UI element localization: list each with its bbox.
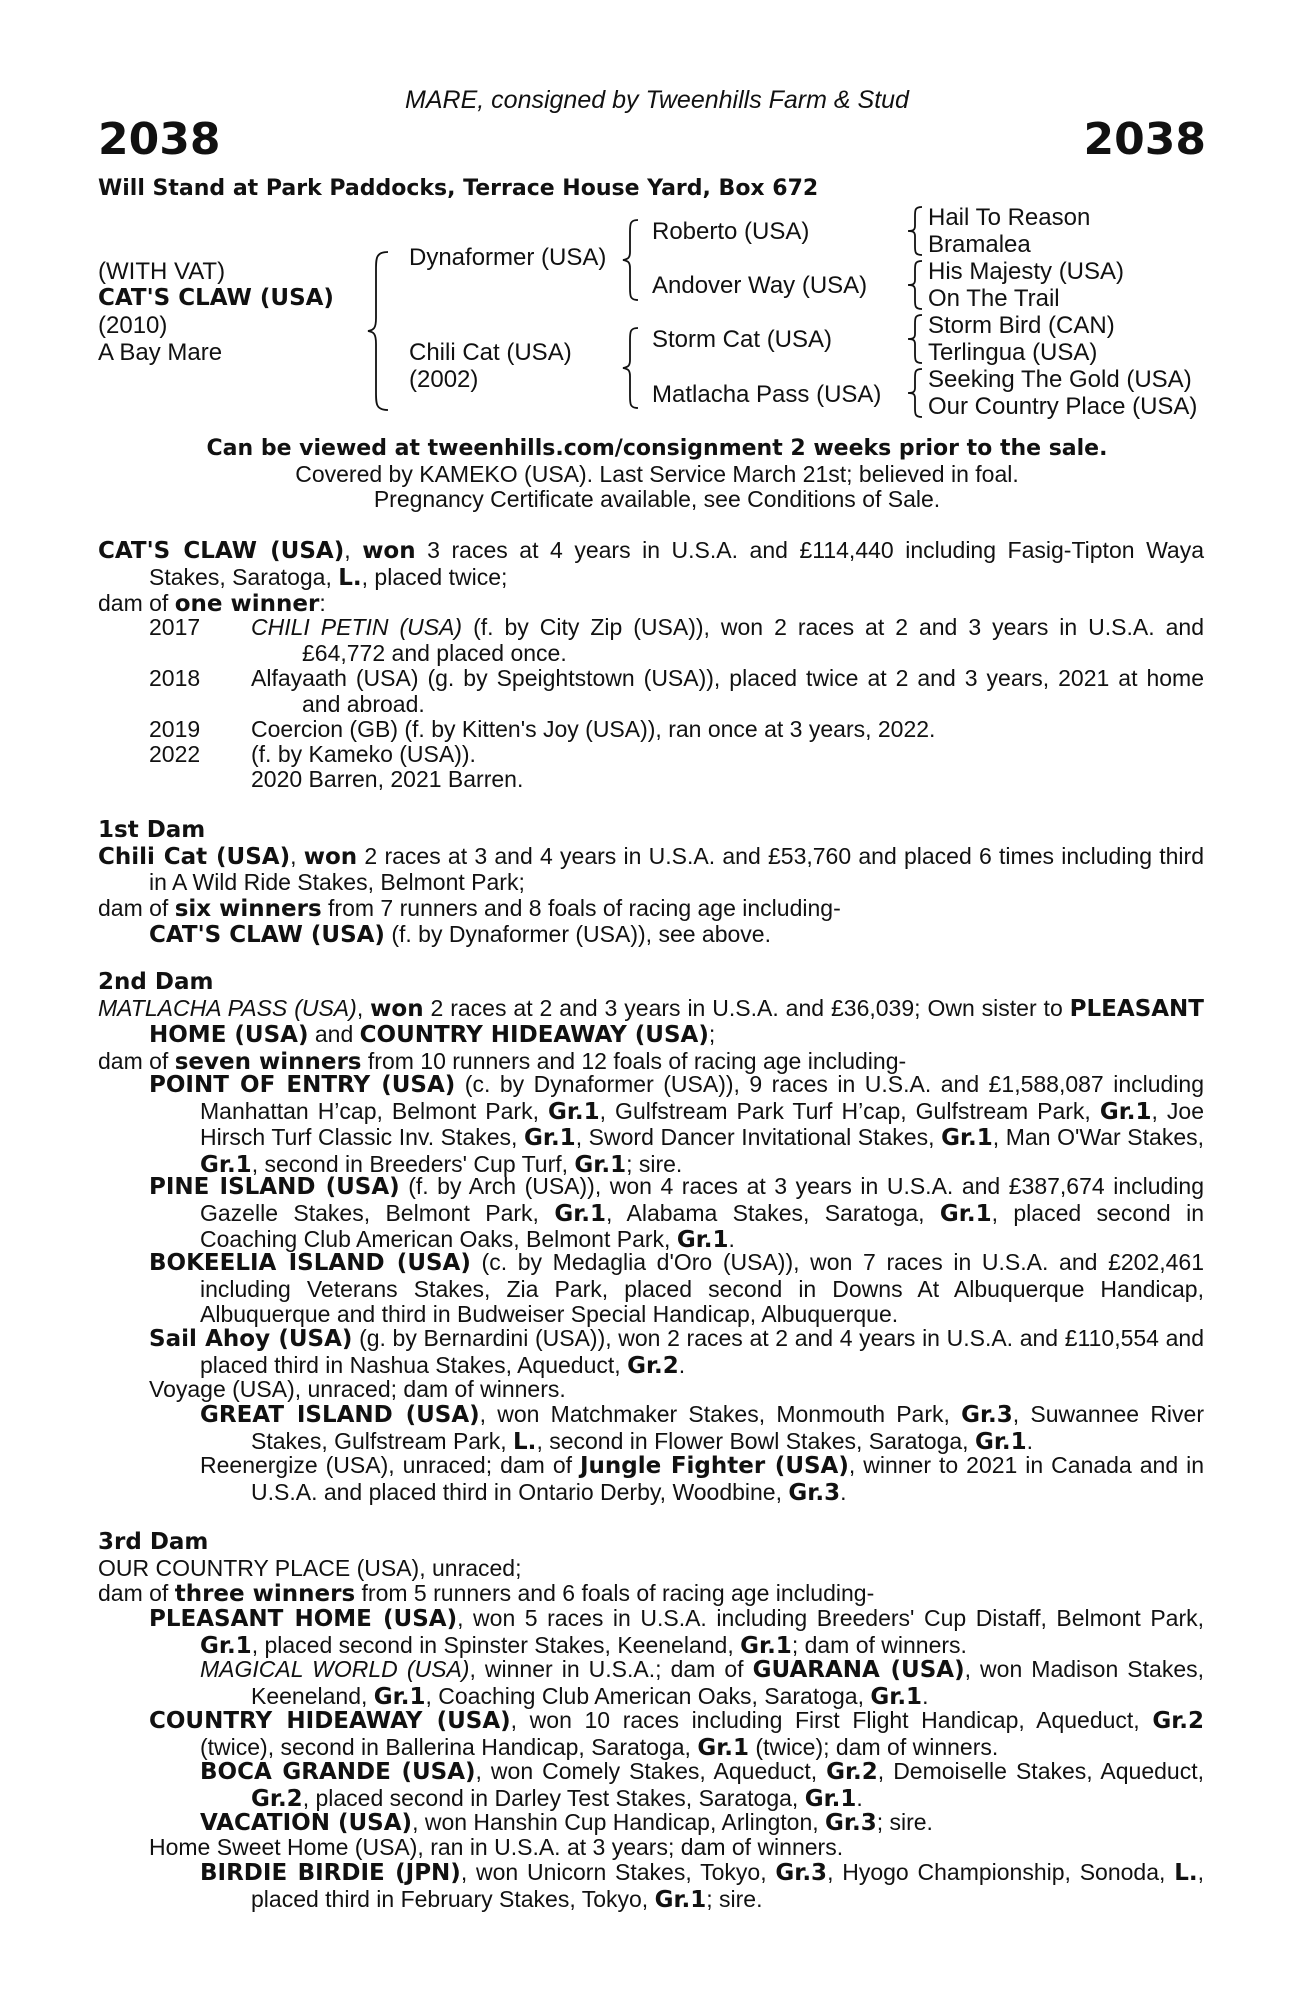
viewing-note: Can be viewed at tweenhills.com/consignment 2 weeks prior to the sale.: [206, 436, 1108, 461]
produce-row: 2017 CHILI PETIN (USA) (f. by City Zip (USA)), won 2 races at 2 and 3 years in U.S.A. and £64,772 and placed once.: [149, 614, 1204, 666]
horse-name: CAT'S CLAW (USA): [98, 285, 334, 311]
produce-row: 2022 (f. by Kameko (USA)).: [149, 741, 476, 767]
covered-note: Covered by KAMEKO (USA). Last Service March 21st; believed in foal.: [295, 461, 1019, 487]
mare-record: CAT'S CLAW (USA), won 3 races at 4 years in U.S.A. and £114,440 including Fasig-Tipton Waya Stakes, Saratoga, L., placed twice;: [98, 537, 1205, 591]
sire: Dynaformer (USA): [409, 244, 607, 271]
horse-description: A Bay Mare: [98, 339, 223, 366]
mare-name: CAT'S CLAW (USA): [98, 538, 345, 564]
vat-label: (WITH VAT): [98, 258, 226, 285]
sire-dam: Andover Way (USA): [652, 272, 868, 299]
brace-dam: [620, 326, 642, 410]
mare-section: [98, 538, 1204, 618]
produce-pine-island: PINE ISLAND (USA) (f. by Arch (USA)), won 4 races at 3 years in U.S.A. and £387,674 including Gazelle Stakes, Belmont Park, Gr.1, Alabama Stakes, Saratoga, Gr.1, placed second in Coaching Club American Oaks, Belmont Park, Gr.1.: [149, 1173, 1204, 1253]
gd-1: Hail To Reason: [928, 204, 1091, 231]
brace-main: [364, 250, 394, 412]
produce-boca-grande: BOCA GRANDE (USA), won Comely Stakes, Aqueduct, Gr.2, Demoiselle Stakes, Aqueduct, Gr.2, placed second in Darley Test Stakes, Saratoga, Gr.1.: [200, 1758, 1204, 1812]
dam-year: (2002): [409, 366, 479, 393]
dam-dam: Matlacha Pass (USA): [652, 381, 882, 408]
third-dam-section: 3rd Dam OUR COUNTRY PLACE (USA), unraced; dam of three winners from 5 runners and 6 foals of racing age including-: [98, 1530, 1204, 1608]
mare-dam-of: dam of one winner:: [98, 590, 326, 617]
sire-sire: Roberto (USA): [652, 218, 810, 245]
produce-great-island: GREAT ISLAND (USA), won Matchmaker Stakes, Monmouth Park, Gr.3, Suwannee River Stakes, Gulfstream Park, L., second in Flower Bowl Stakes, Saratoga, Gr.1.: [200, 1401, 1204, 1455]
produce-magical-world: MAGICAL WORLD (USA), winner in U.S.A.; dam of GUARANA (USA), won Madison Stakes, Keeneland, Gr.1, Coaching Club American Oaks, Saratoga, Gr.1.: [200, 1656, 1204, 1710]
section-heading: 2nd Dam: [98, 969, 214, 995]
first-dam-section: 1st Dam Chili Cat (USA), won 2 races at 3 and 4 years in U.S.A. and £53,760 and placed 6 times including third in A Wild Ride Stakes, Belmont Park; dam of six winners from 7 runners and 8 foals of racing age including- CAT'S CLAW (USA) (f. by Dynaformer (USA)), see above.: [98, 817, 1204, 948]
produce-row: 2018 Alfayaath (USA) (g. by Speightstown (USA)), placed twice at 2 and 3 years, 2021 at home and abroad.: [149, 665, 1204, 717]
produce-vacation: VACATION (USA), won Hanshin Cup Handicap, Arlington, Gr.3; sire.: [200, 1809, 933, 1836]
produce-birdie-birdie: BIRDIE BIRDIE (JPN), won Unicorn Stakes, Tokyo, Gr.3, Hyogo Championship, Sonoda, L., placed third in February Stakes, Tokyo, Gr.1; sire.: [200, 1859, 1204, 1913]
brace-ss: [904, 204, 926, 258]
produce-country-hideaway: COUNTRY HIDEAWAY (USA), won 10 races including First Flight Handicap, Aqueduct, Gr.2 (twice), second in Ballerina Handicap, Saratoga, Gr.1 (twice); dam of winners.: [149, 1707, 1204, 1761]
dam: Chili Cat (USA): [409, 339, 572, 366]
brace-sd: [904, 258, 926, 312]
second-dam-section: 2nd Dam MATLACHA PASS (USA), won 2 races at 2 and 3 years in U.S.A. and £36,039; Own sister to PLEASANT HOME (USA) and COUNTRY HIDEAWAY (USA); dam of seven winners from 10 runners and 12 foals of racing age including-: [98, 969, 1204, 1075]
brace-sire: [620, 218, 642, 302]
produce-pleasant-home: PLEASANT HOME (USA), won 5 races in U.S.A. including Breeders' Cup Distaff, Belmont Park, Gr.1, placed second in Spinster Stakes, Keeneland, Gr.1; dam of winners.: [149, 1605, 1204, 1659]
gd-8: Our Country Place (USA): [928, 393, 1198, 420]
gd-4: On The Trail: [928, 285, 1060, 312]
section-heading: 1st Dam: [98, 817, 206, 843]
horse-year: (2010): [98, 312, 168, 339]
produce-row: 2019 Coercion (GB) (f. by Kitten's Joy (USA)), ran once at 3 years, 2022.: [149, 716, 936, 742]
gd-3: His Majesty (USA): [928, 258, 1125, 285]
produce-home-sweet-home: Home Sweet Home (USA), ran in U.S.A. at 3 years; dam of winners.: [149, 1834, 844, 1860]
gd-5: Storm Bird (CAN): [928, 312, 1115, 339]
lot-number-right: 2038: [1083, 114, 1206, 165]
consignment-line: MARE, consigned by Tweenhills Farm & Stud: [405, 86, 909, 114]
pregnancy-note: Pregnancy Certificate available, see Conditions of Sale.: [373, 486, 941, 512]
section-heading: 3rd Dam: [98, 1529, 209, 1555]
dam-sire: Storm Cat (USA): [652, 326, 833, 353]
gd-6: Terlingua (USA): [928, 339, 1098, 366]
gd-7: Seeking The Gold (USA): [928, 366, 1192, 393]
produce-point-of-entry: POINT OF ENTRY (USA) (c. by Dynaformer (USA)), 9 races in U.S.A. and £1,588,087 including Manhattan H’cap, Belmont Park, Gr.1, Gulfstream Park Turf H’cap, Gulfstream Park, Gr.1, Joe Hirsch Turf Classic Inv. Stakes, Gr.1, Sword Dancer Invitational Stakes, Gr.1, Man O'War Stakes, Gr.1, second in Breeders' Cup Turf, Gr.1; sire.: [149, 1071, 1205, 1178]
brace-dd: [904, 366, 926, 420]
produce-voyage: Voyage (USA), unraced; dam of winners.: [149, 1376, 566, 1402]
gd-2: Bramalea: [928, 231, 1031, 258]
brace-ds: [904, 312, 926, 366]
produce-row: 2020 Barren, 2021 Barren.: [251, 766, 524, 792]
lot-number-left: 2038: [98, 114, 221, 165]
produce-bokeelia-island: BOKEELIA ISLAND (USA) (c. by Medaglia d'Oro (USA)), won 7 races in U.S.A. and £202,461 including Veterans Stakes, Zia Park, placed second in Downs At Albuquerque Handicap, Albuquerque and third in Budweiser Special Handicap, Albuquerque.: [149, 1249, 1204, 1327]
produce-reenergize: Reenergize (USA), unraced; dam of Jungle Fighter (USA), winner to 2021 in Canada and in U.S.A. and placed third in Ontario Derby, Woodbine, Gr.3.: [200, 1452, 1204, 1506]
stand-location: Will Stand at Park Paddocks, Terrace House Yard, Box 672: [98, 176, 819, 201]
produce-sail-ahoy: Sail Ahoy (USA) (g. by Bernardini (USA)), won 2 races at 2 and 4 years in U.S.A. and £110,554 and placed third in Nashua Stakes, Aqueduct, Gr.2.: [149, 1325, 1204, 1379]
